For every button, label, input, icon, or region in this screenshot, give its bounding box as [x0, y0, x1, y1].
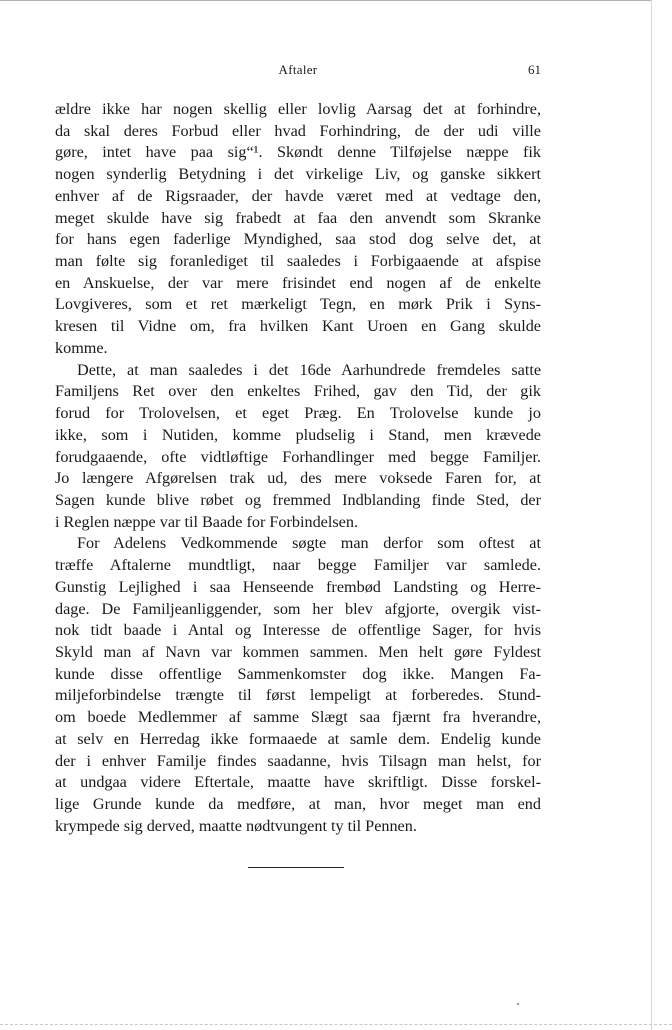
text-line: at selv en Herredag ikke formaaede at samle dem. Endelig kunde	[55, 729, 541, 748]
scan-speck	[517, 1003, 519, 1005]
text-line: enhver af de Rigsraader, der havde været med at vedtage den,	[55, 186, 541, 205]
text-line: meget skulde have sig frabedt at faa den anvendt som Skranke	[55, 208, 541, 227]
page-number: 61	[528, 62, 541, 77]
text-line: forud for Trolovelsen, et eget Præg. En Trolovelse kunde jo	[55, 404, 541, 423]
text-line: da skal deres Forbud eller hvad Forhindring, de der udi ville	[55, 121, 541, 140]
paragraph	[55, 533, 541, 837]
running-title: Aftaler	[278, 62, 318, 77]
paragraph	[55, 99, 541, 360]
text-line: en Anskuelse, der var mere frisindet end nogen af de enkelte	[55, 273, 541, 292]
text-line: for hans egen faderlige Myndighed, saa stod dog selve det, at	[55, 230, 541, 249]
page-edge-bottom	[0, 1024, 672, 1025]
text-line: der i enhver Familje findes saadanne, hvis Tilsagn man helst, for	[55, 751, 541, 770]
text-line: Lovgiveres, som et ret mærkeligt Tegn, en mørk Prik i Syns-	[55, 295, 541, 314]
text-line: om boede Medlemmer af samme Slægt saa fjærnt fra hverandre,	[55, 708, 541, 727]
text-line: Jo længere Afgørelsen trak ud, des mere voksede Faren for, at	[55, 469, 541, 488]
text-line: dage. De Familjeanliggender, som her blev afgjorte, overgik vist-	[55, 599, 541, 618]
text-line: miljeforbindelse trængte til først lempeligt at forberedes. Stund-	[55, 686, 541, 705]
page-header	[55, 62, 541, 84]
text-line: Familjens Ret over den enkeltes Frihed, gav den Tid, der gik	[55, 382, 541, 401]
text-line: lige Grunde kunde da medføre, at man, hvor meget man end	[55, 795, 541, 813]
text-line: træffe Aftalerne mundtligt, naar begge Familjer var samlede.	[55, 556, 541, 575]
text-line: gøre, intet have paa sig“¹. Skøndt denne Tilføjelse næppe fik	[55, 143, 541, 162]
paragraph	[55, 360, 541, 534]
text-line: krympede sig derved, maatte nødtvungent ty til Pennen.	[55, 816, 417, 835]
text-line: forudgaaende, ofte vidtløftige Forhandlinger med begge Familjer.	[55, 447, 541, 466]
text-line: kunde disse offentlige Sammenkomster dog ikke. Mangen Fa-	[55, 664, 541, 683]
page-edge-right	[651, 0, 652, 1030]
page-edge-top	[0, 0, 652, 1]
text-line: nok tidt baade i Antal og Interesse de offentlige Sager, for hvis	[55, 621, 541, 640]
text-line: Sagen kunde blive røbet og fremmed Indblanding finde Sted, der	[55, 490, 541, 509]
text-line: komme.	[55, 338, 108, 357]
text-line: i Reglen næppe var til Baade for Forbindelsen.	[55, 512, 358, 531]
text-line: ikke, som i Nutiden, komme pludselig i Stand, men krævede	[55, 425, 541, 444]
text-line: Gunstig Lejlighed i saa Henseende frembød Landsting og Herre-	[55, 577, 541, 596]
text-line: at undgaa videre Eftertale, maatte have skriftligt. Disse forskel-	[55, 773, 541, 792]
text-line: nogen synderlig Betydning i det virkelige Liv, og ganske sikkert	[55, 165, 541, 184]
text-line: For Adelens Vedkommende søgte man derfor som oftest at	[77, 534, 541, 553]
end-rule	[248, 867, 344, 868]
text-line: man følte sig foranlediget til saaledes i Forbigaaende at afspise	[55, 252, 541, 271]
text-line: kresen til Vidne om, fra hvilken Kant Uroen en Gang skulde	[55, 317, 541, 336]
text-line: Skyld man af Navn var kommen sammen. Men helt gøre Fyldest	[55, 642, 541, 661]
body-text	[55, 99, 541, 837]
text-line: ældre ikke har nogen skellig eller lovlig Aarsag det at forhindre,	[55, 100, 541, 118]
text-line: Dette, at man saaledes i det 16de Aarhundrede fremdeles satte	[77, 360, 541, 379]
